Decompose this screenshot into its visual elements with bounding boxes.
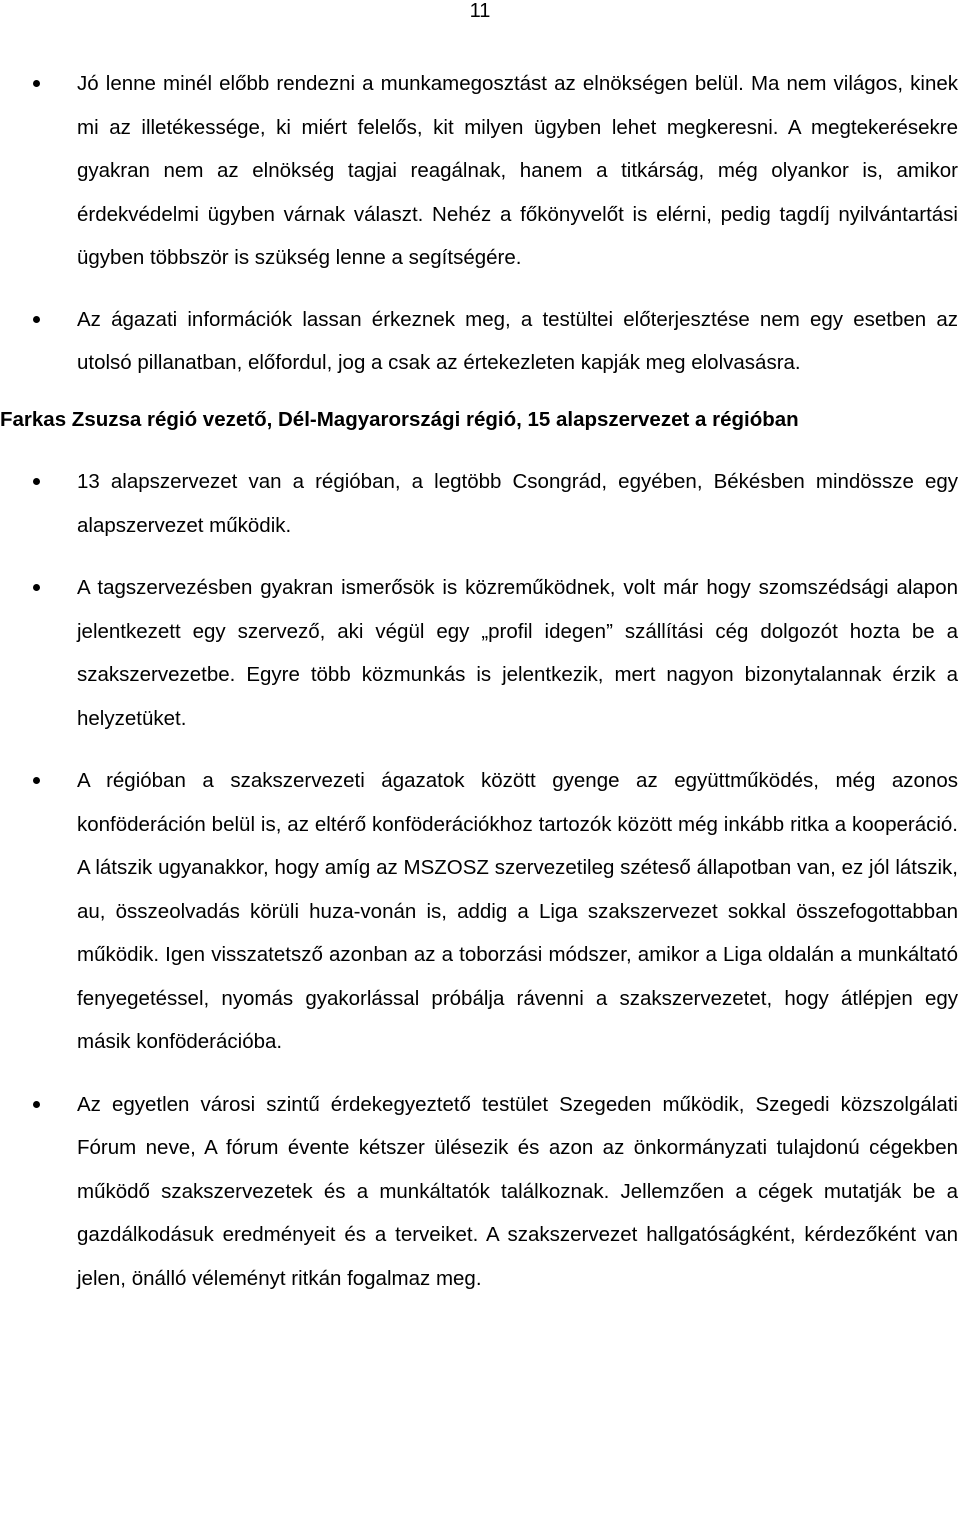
- list-item-text: Az ágazati információk lassan érkeznek meg, a testültei előterjesztése nem egy esetben az utolsó pillanatban, előfordul, jog a csak az értekezleten kapják meg elolvasásra.: [77, 307, 958, 374]
- page-number: 11: [469, 0, 491, 22]
- bullet-icon: [33, 316, 40, 323]
- intro-bullet-list: [0, 62, 960, 385]
- list-item: [0, 298, 960, 385]
- list-item-text: Az egyetlen városi szintű érdekegyeztető testület Szegeden működik, Szegedi közszolgálati Fórum neve, A fórum évente kétszer ülésezik és azon az önkormányzati tulajdonú cégekben működő szakszervezetek és a munkáltatók találkoznak. Jellemzően a cégek mutatják be a gazdálkodásuk eredményeit és a terveiket. A szakszervezet hallgatóságként, kérdezőként van jelen, önálló véleményt ritkán fogalmaz meg.: [77, 1092, 958, 1290]
- list-item: [0, 62, 960, 280]
- list-item-text: Jó lenne minél előbb rendezni a munkamegosztást az elnökségen belül. Ma nem világos, kinek mi az illetékessége, ki miért felelős, kit milyen ügyben lehet megkeresni. A megtekerésekre gyakran nem az elnökség tagjai reagálnak, hanem a titkárság, még olyankor is, amikor érdekvédelmi ügyben várnak választ. Nehéz a főkönyvelőt is elérni, pedig tagdíj nyilvántartási ügyben többször is szükség lenne a segítségére.: [77, 72, 958, 269]
- document-body: [0, 62, 960, 1300]
- list-item: [0, 759, 960, 1064]
- list-item: [0, 566, 960, 740]
- list-item-text: A tagszervezésben gyakran ismerősök is közreműködnek, volt már hogy szomszédsági alapon jelentkezett egy szervező, aki végül egy „profil idegen” szállítási cég dolgozót hozta be a szakszervezetbe. Egyre több közmunkás is jelentkezik, mert nagyon bizonytalannak érzik a helyzetüket.: [77, 576, 958, 730]
- list-item-text: 13 alapszervezet van a régióban, a legtöbb Csongrád, egyében, Békésben mindössze egy alapszervezet működik.: [77, 470, 958, 537]
- bullet-icon: [33, 777, 40, 784]
- bullet-icon: [33, 584, 40, 591]
- list-item-text: A régióban a szakszervezeti ágazatok között gyenge az együttműködés, még azonos konföderáción belül is, az eltérő konföderációkhoz tartozók között még inkább ritka a kooperáció. A látszik ugyanakkor, hogy amíg az MSZOSZ szervezetileg széteső állapotban van, ez jól látszik, au, összeolvadás körüli huza-vonán is, addig a Liga szakszervezet sokkal összefogottabban működik. Igen visszatetsző azonban az a toborzási módszer, amikor a Liga oldalán a munkáltató fenyegetéssel, nyomás gyakorlással próbálja rávenni a szakszervezetet, hogy átlépjen egy másik konföderációba.: [77, 769, 958, 1053]
- section-bullet-list: [0, 460, 960, 1300]
- section-heading: Farkas Zsuzsa régió vezető, Dél-Magyarországi régió, 15 alapszervezet a régióban: [0, 407, 799, 431]
- bullet-icon: [33, 1101, 40, 1108]
- bullet-icon: [33, 478, 40, 485]
- bullet-icon: [33, 80, 40, 87]
- list-item: [0, 460, 960, 547]
- list-item: [0, 1083, 960, 1301]
